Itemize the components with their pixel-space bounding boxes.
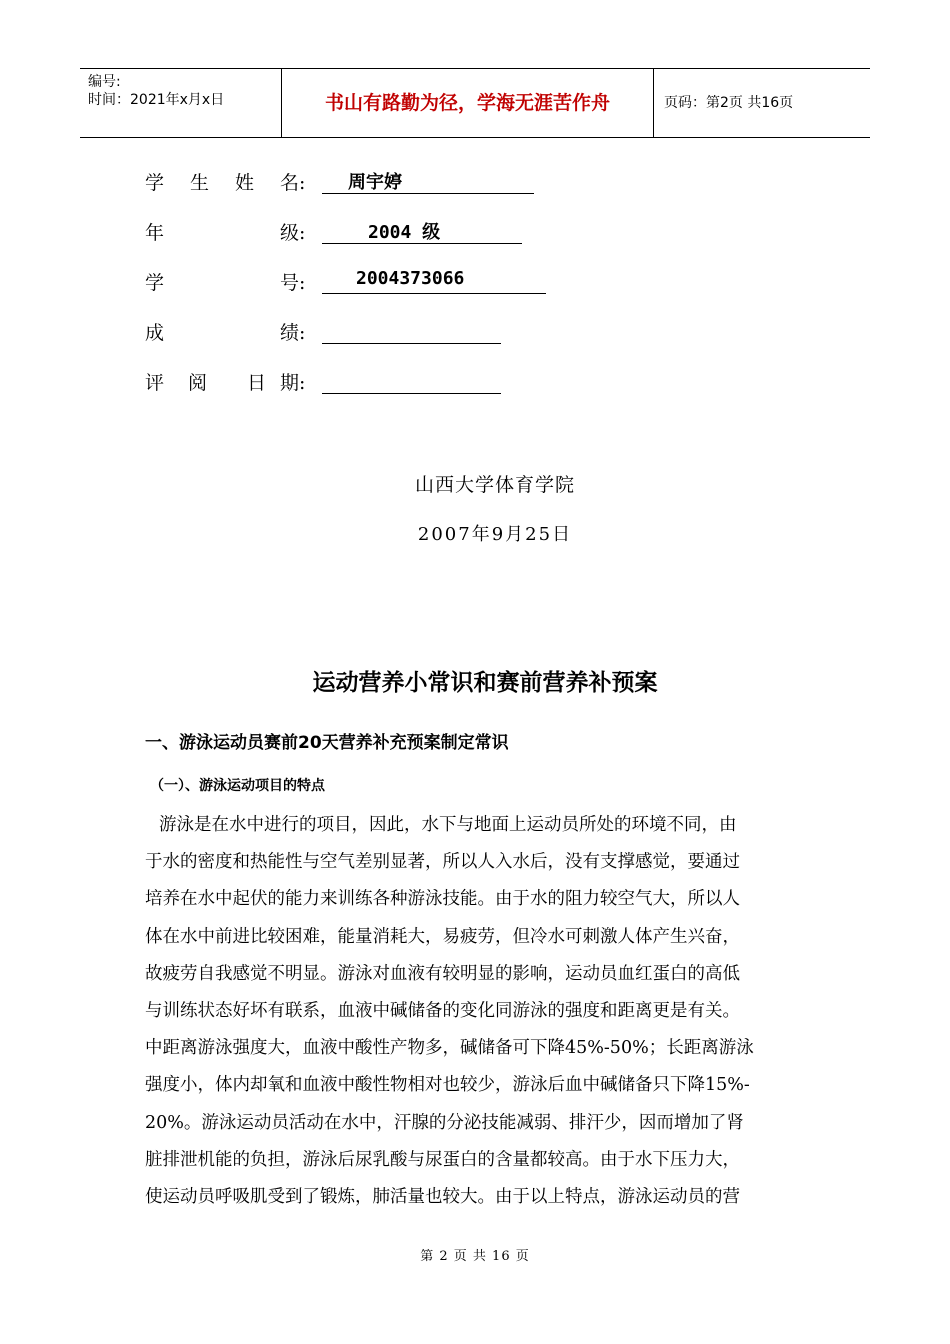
form-label-char: 成 (145, 322, 165, 344)
school-name: 山西大学体育学院 (414, 474, 575, 496)
review-date-value (322, 368, 501, 394)
paragraph-line: 与训练状态好坏有联系，血液中碱储备的变化同游泳的强度和距离更是有关。 (145, 1000, 740, 1021)
header-page-cell (654, 69, 870, 137)
page-header (80, 68, 870, 138)
form-label-char: 姓 (235, 172, 255, 194)
form-label-char: 绩: (280, 322, 306, 344)
paragraph-line: 游泳是在水中进行的项目，因此，水下与地面上运动员所处的环境不同，由 (159, 815, 737, 835)
page-footer: 第 2 页 共 16 页 (420, 1249, 530, 1264)
form-label-char: 年 (145, 222, 165, 244)
paragraph-line: 强度小，体内却氧和血液中酸性物相对也较少，游泳后血中碱储备只下降15%- (145, 1075, 750, 1096)
paragraph-line: 培养在水中起伏的能力来训练各种游泳技能。由于水的阻力较空气大，所以人 (145, 889, 740, 910)
form-label-char: 学 (145, 272, 165, 294)
form-label-char: 日 (247, 372, 267, 394)
body-paragraph (145, 807, 805, 1216)
header-motto-cell (282, 69, 654, 137)
score-value (322, 318, 501, 344)
form-label-char: 阅 (188, 372, 208, 394)
form-label-char: 级: (280, 222, 306, 244)
header-meta-cell (80, 69, 282, 137)
paragraph-line: 使运动员呼吸肌受到了锻炼，肺活量也较大。由于以上特点，游泳运动员的营 (145, 1186, 740, 1207)
paragraph-line: 于水的密度和热能性与空气差别显著，所以人入水后，没有支撑感觉，要通过 (145, 852, 740, 873)
header-page-code: 页码：第2页 共16页 (664, 95, 794, 111)
form-label-char: 学 (145, 172, 165, 194)
student-id-value: 2004373066 (322, 268, 546, 294)
paragraph-line: 脏排泄机能的负担，游泳后尿乳酸与尿蛋白的含量都较高。由于水下压力大， (145, 1149, 740, 1170)
paragraph-line: 体在水中前进比较困难，能量消耗大，易疲劳，但冷水可刺激人体产生兴奋， (145, 926, 740, 947)
header-motto: 书山有路勤为径，学海无涯苦作舟 (324, 92, 610, 114)
subsection-heading: （一）、游泳运动项目的特点 (150, 778, 325, 794)
document-number-label: 编号: (88, 74, 121, 90)
student-name-value: 周宇婷 (322, 168, 534, 194)
submission-date: 2007年9月25日 (417, 524, 573, 545)
form-label-char: 生 (190, 172, 210, 194)
paragraph-line: 故疲劳自我感觉不明显。游泳对血液有较明显的影响，运动员血红蛋白的高低 (145, 963, 740, 984)
form-label-char: 期: (280, 372, 306, 394)
form-label-char: 名: (280, 172, 306, 194)
grade-value: 2004 级 (322, 218, 522, 244)
document-title: 运动营养小常识和赛前营养补预案 (312, 670, 658, 696)
paragraph-line: 20%。游泳运动员活动在水中，汗腺的分泌技能减弱、排汗少，因而增加了肾 (145, 1112, 744, 1133)
section-heading: 一、游泳运动员赛前20天营养补充预案制定常识 (145, 733, 509, 753)
document-time-label: 时间：2021年x月x日 (88, 92, 225, 108)
form-label-char: 评 (145, 372, 165, 394)
paragraph-line: 中距离游泳强度大，血液中酸性产物多，碱储备可下降45%-50%；长距离游泳 (145, 1038, 754, 1059)
form-label-char: 号: (280, 272, 306, 294)
